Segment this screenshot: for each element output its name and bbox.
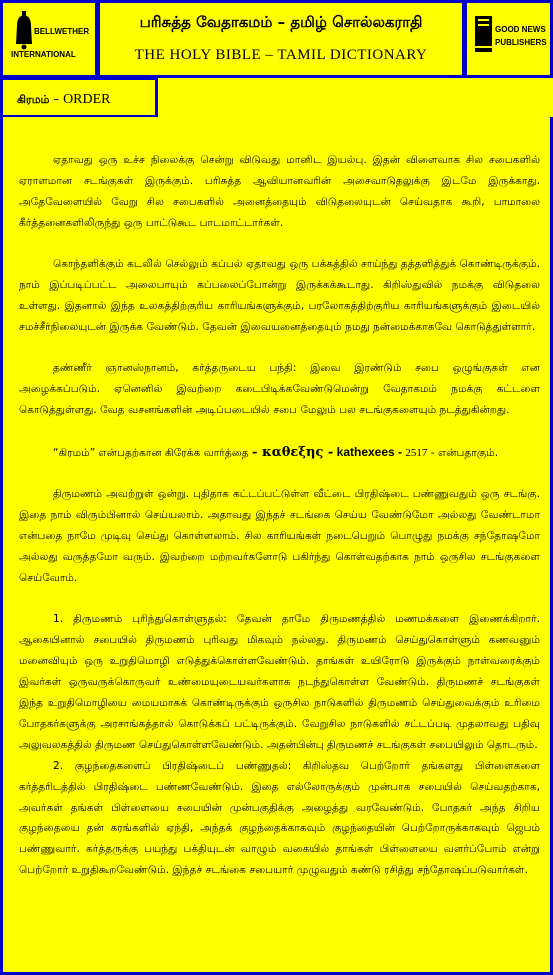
greek-word: - καθεξης - xyxy=(252,444,334,460)
bell-icon xyxy=(5,4,93,74)
entry-word xyxy=(17,92,111,108)
logo-right-line1: GOOD NEWS xyxy=(494,25,546,34)
paragraph: ஏதாவது ஒரு உச்ச நிலைக்கு சென்று விடுவது மானிட இயல்பு. இதன் விளைவாக சில சபைகளில் ஏராளமான சடங்குகள் இருக்கும். பரிசுத்த ஆவியானவரின் அசைவாடுதலுக்கு இடமே இருக்காது. அதேவேளையில் வேறு சில சபைகளில் அனைத்தையும் விடுதலையுடன் செய்வதாக கூறி, பாமாலை கீர்த்தனைகளிலிருந்து ஒரு பாட்டுகூட பாடமாட்டார்கள். xyxy=(19,154,540,229)
english-title: THE HOLY BIBLE – TAMIL DICTIONARY xyxy=(134,47,428,63)
body-content xyxy=(19,150,540,881)
tamil-title: பரிசுத்த வேதாகமம் – தமிழ் சொல்லகராதி xyxy=(139,13,423,31)
strongs-number: 2517 xyxy=(405,446,428,459)
bellwether-logo xyxy=(3,3,95,75)
bellwether-logo-box xyxy=(0,0,98,78)
paragraph: கொந்தளிக்கும் கடலில் செல்லும் கப்பல் ஏதாவது ஒரு பக்கத்தில் சாய்ந்து தத்தளித்துக் கொண்டிருக்கும். நாம் இப்படிப்பட்ட அலைபாயும் கப்பலைப்போன்று இருக்கக்கூடாது. கிறிஸ்துவில் நமக்கு விடுதலை உள்ளது. இதனால் இந்த உலகத்திற்குரிய காரியங்களுக்கும், பரலோகத்திற்குரிய காரியங்களுக்கும் இடையில் சமச்சீர்நிலையுடன் இருக்க வேண்டும். தேவன் இவையனைத்தையும் நமது நன்மைக்காகவே கொடுத்துள்ளார். xyxy=(19,258,540,333)
entry-english-word: ORDER xyxy=(63,92,111,107)
numbered-paragraph: 2. குழந்தைகளைப் பிரதிஷ்டைப் பண்ணுதல்: கிறிஸ்தவ பெற்றோர் தங்களது பிள்ளைகளை கர்த்தரிடத்தில் பிரதிஷ்டை பண்ணவேண்டும். இதை எல்லோருக்கும் முன்பாக சபையில் செய்வதற்காக, அவர்கள் தங்கள் பிள்ளையை சபையின் முன்பகுதிக்கு அழைத்து வரவேண்டும். போதகர் அந்த சிறிய குழந்தையை தன் கரங்களில் ஏந்தி, அந்தக் குழந்தைக்காகவும் குழந்தையின் பெற்றோருக்காகவும் ஜெபம் பண்ணுவார். கர்த்தருக்கு பயந்து பக்தியுடன் வாழும் வகையில் தாங்கள் பிள்ளையை வளர்ப்போம் என்று பெற்றோர் உறுதிகூறவேண்டும். இந்தச் சடங்கை சபையார் முழுவதும் கண்டு ரசித்து சந்தோஷப்படுவார்கள். xyxy=(19,759,540,877)
goodnews-logo xyxy=(467,3,550,75)
paragraph: திருமணம் அவற்றுள் ஒன்று. புதிதாக கட்டப்பட்டுள்ள வீட்டை பிரதிஷ்டை பண்ணுவதும் ஒரு சடங்கு. இதை நாம் விரும்பினால் செய்யலாம். அதாவது இந்தச் சடங்கை செய்ய வேண்டுமோ அல்லது வேண்டாமா என்பதை நாமே முடிவு செய்து கொள்ளலாம். சில காரியங்கள் நடைபெறும் பொழுது நமக்கு சந்தோஷமோ அல்லது வருத்தமோ வரும். இவற்றை மற்றவர்களோடு பகிர்ந்து கொள்வதற்காக நாம் ஒருசில சடங்குகளை செய்வோம். xyxy=(19,488,540,584)
entry-dash: – xyxy=(53,92,60,106)
book-icon xyxy=(469,4,549,74)
header xyxy=(97,0,465,78)
greek-outro: - என்பதாகும். xyxy=(430,446,499,459)
entry-tamil-word: கிரமம் xyxy=(17,93,50,106)
numbered-paragraph: 1. திருமணம் புரிந்துகொள்ளுதல்: தேவன் தாமே திருமணத்தில் மணமக்களை இணைக்கிறார். ஆகையினால் சபையில் திருமணம் புரிவது மிகவும் நல்லது. திருமணம் செய்துகொள்ளும் கணவனும் மனைவியும் ஒரு உறுதிமொழி எடுத்துக்கொள்ளவேண்டும். தாங்கள் உயிரோடு இருக்கும் நாள்வரைக்கும் இவர்கள் ஒருவருக்கொருவர் உண்மையுடையவர்களாக நடந்துகொள்ள வேண்டும். திருமணச் சடங்குகள் இந்த உறுதிமொழியை மையமாகக் கொண்டிருக்கும் ஒருசில நாடுகளில் திருமணம் செய்துவைக்கும் உரிமை போதகர்களுக்கு அரசாங்கத்தால் கொடுக்கப் பட்டிருக்கும். வேறுசில நாடுகளில் சட்டப்படி முதலாவது பதிவு அலுவலகத்தில் திருமண செய்துகொள்ளவேண்டும். அதன்பின்பு திருமணச் சடங்குகள் சபையிலும் தொடரும். xyxy=(19,613,540,751)
logo-left-line1: BELLWETHER xyxy=(34,27,90,36)
greek-intro: “கிரமம்” என்பதற்கான கிரேக்க வார்த்தை xyxy=(53,446,249,459)
goodnews-logo-box xyxy=(464,0,553,78)
paragraph: தண்ணீர் ஞானஸ்நானம், கர்த்தருடைய பந்தி: இவை இரண்டும் சபை ஒழுங்குகள் என அழைக்கப்படும். ஏனெனில் இவற்றை கடைபிடிக்கவேண்டுமென்று வேதாகமம் நமக்கு கட்டளை கொடுத்துள்ளது. வேத வசனங்களின் அடிப்படையில் சபை மேலும் பல சடங்குகளையும் நடத்துகின்றது. xyxy=(19,362,541,417)
greek-word-paragraph xyxy=(19,442,540,464)
transliteration: kathexees - xyxy=(336,444,403,459)
logo-left-line2: INTERNATIONAL xyxy=(11,50,76,59)
logo-right-line2: PUBLISHERS xyxy=(494,38,547,47)
body-box xyxy=(0,117,553,975)
entry-box xyxy=(0,77,158,118)
